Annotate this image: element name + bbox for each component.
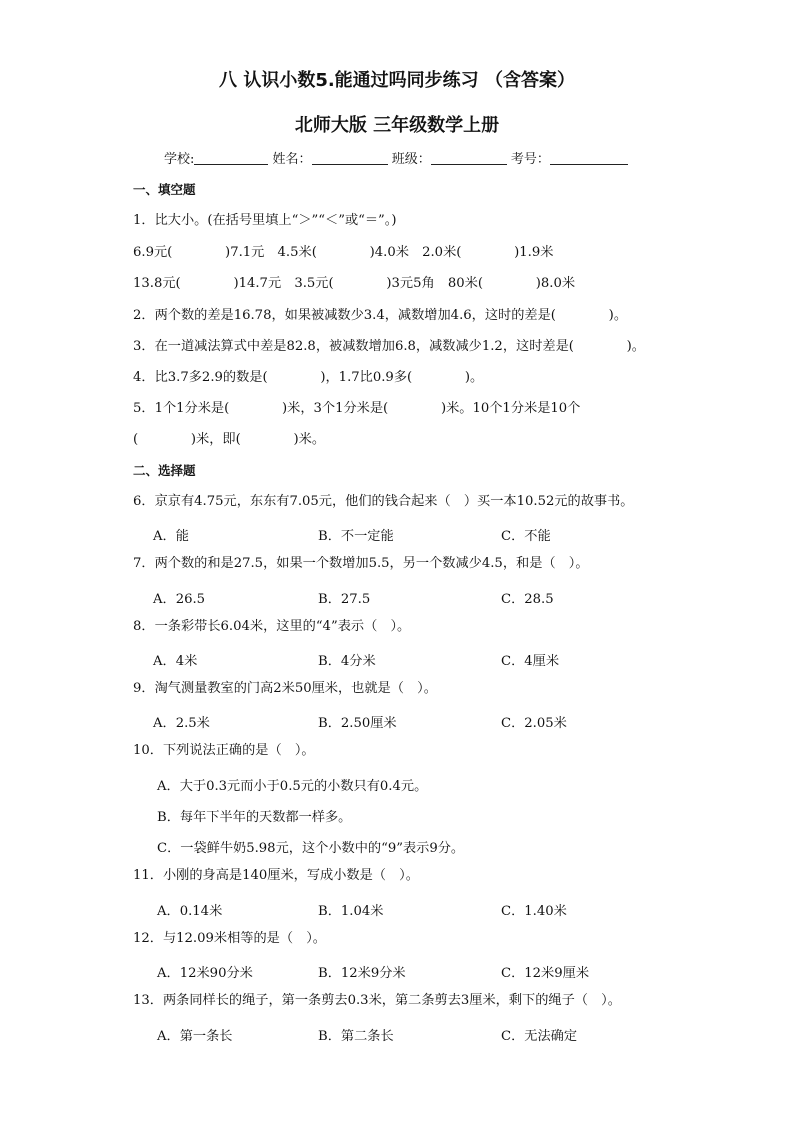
number-label: 考号：: [510, 152, 550, 167]
question-9: 9．淘气测量教室的门高2米50厘米，也就是（ ）。: [133, 681, 437, 696]
option-c[interactable]: C．无法确定: [501, 1029, 578, 1044]
question-11: 11．小刚的身高是140厘米，写成小数是（ ）。: [133, 868, 419, 883]
page-title: 八 认识小数5.能通过吗同步练习 （含答案）: [219, 70, 575, 91]
option-a[interactable]: A．26.5: [153, 592, 206, 607]
option-c[interactable]: C．不能: [501, 529, 551, 544]
question-8: 8．一条彩带长6.04米，这里的“4”表示（ ）。: [133, 619, 411, 634]
option-a[interactable]: A．大于0.3元而小于0.5元的小数只有0.4元。: [157, 779, 428, 794]
school-blank[interactable]: [194, 150, 268, 165]
option-a[interactable]: A．第一条长: [157, 1029, 233, 1044]
question-line: 13.8元( )14.7元 3.5元( )3元5角 80米( )8.0米: [133, 276, 576, 291]
question-line: 1．比大小。(在括号里填上“＞”“＜”或“＝”。): [133, 213, 397, 228]
option-c[interactable]: C．28.5: [501, 592, 554, 607]
section-heading-choice: 二、选择题: [133, 463, 196, 478]
option-c[interactable]: C．1.40米: [501, 904, 567, 919]
option-b[interactable]: B．12米9分米: [318, 966, 406, 981]
question-6: 6．京京有4.75元，东东有7.05元，他们的钱合起来（ ）买一本10.52元的故事书。: [133, 494, 634, 509]
question-12: 12．与12.09米相等的是（ ）。: [133, 931, 326, 946]
name-blank[interactable]: [312, 150, 388, 165]
option-c[interactable]: C．一袋鲜牛奶5.98元，这个小数中的“9”表示9分。: [157, 841, 465, 856]
option-a[interactable]: A．12米90分米: [157, 966, 253, 981]
option-c[interactable]: C．2.05米: [501, 716, 567, 731]
question-line: 4．比3.7多2.9的数是( )，1.7比0.9多( )。: [133, 370, 484, 385]
class-blank[interactable]: [431, 150, 507, 165]
question-line: 3．在一道减法算式中差是82.8，被减数增加6.8，减数减少1.2，这时差是( )。: [133, 339, 645, 354]
question-line: 2．两个数的差是16.78，如果被减数少3.4，减数增加4.6，这时的差是( )。: [133, 308, 628, 323]
number-blank[interactable]: [550, 150, 628, 165]
option-b[interactable]: B．4分米: [318, 654, 376, 669]
school-label: 学校:: [164, 152, 195, 167]
option-a[interactable]: A．2.5米: [153, 716, 210, 731]
option-b[interactable]: B．2.50厘米: [318, 716, 397, 731]
question-line: 6.9元( )7.1元 4.5米( )4.0米 2.0米( )1.9米: [133, 245, 554, 260]
option-a[interactable]: A．0.14米: [157, 904, 223, 919]
option-a[interactable]: A．能: [153, 529, 189, 544]
question-line: 5．1个1分米是( )米，3个1分米是( )米。10个1分米是10个: [133, 401, 581, 416]
option-b[interactable]: B．每年下半年的天数都一样多。: [157, 810, 352, 825]
name-label: 姓名：: [272, 152, 312, 167]
student-info-row: [164, 148, 628, 167]
question-13: 13．两条同样长的绳子，第一条剪去0.3米，第二条剪去3厘米，剩下的绳子（ ）。: [133, 993, 621, 1008]
question-7: 7．两个数的和是27.5，如果一个数增加5.5，另一个数减少4.5，和是（ ）。: [133, 556, 589, 571]
class-label: 班级：: [391, 152, 431, 167]
option-b[interactable]: B．27.5: [318, 592, 371, 607]
option-b[interactable]: B．不一定能: [318, 529, 394, 544]
question-10: 10．下列说法正确的是（ ）。: [133, 743, 315, 758]
option-c[interactable]: C．12米9厘米: [501, 966, 590, 981]
option-b[interactable]: B．1.04米: [318, 904, 384, 919]
option-b[interactable]: B．第二条长: [318, 1029, 394, 1044]
page-subtitle: 北师大版 三年级数学上册: [294, 115, 500, 136]
option-c[interactable]: C．4厘米: [501, 654, 560, 669]
option-a[interactable]: A．4米: [153, 654, 198, 669]
question-line: ( )米，即( )米。: [133, 432, 326, 447]
section-heading-fill: 一、填空题: [133, 182, 196, 197]
